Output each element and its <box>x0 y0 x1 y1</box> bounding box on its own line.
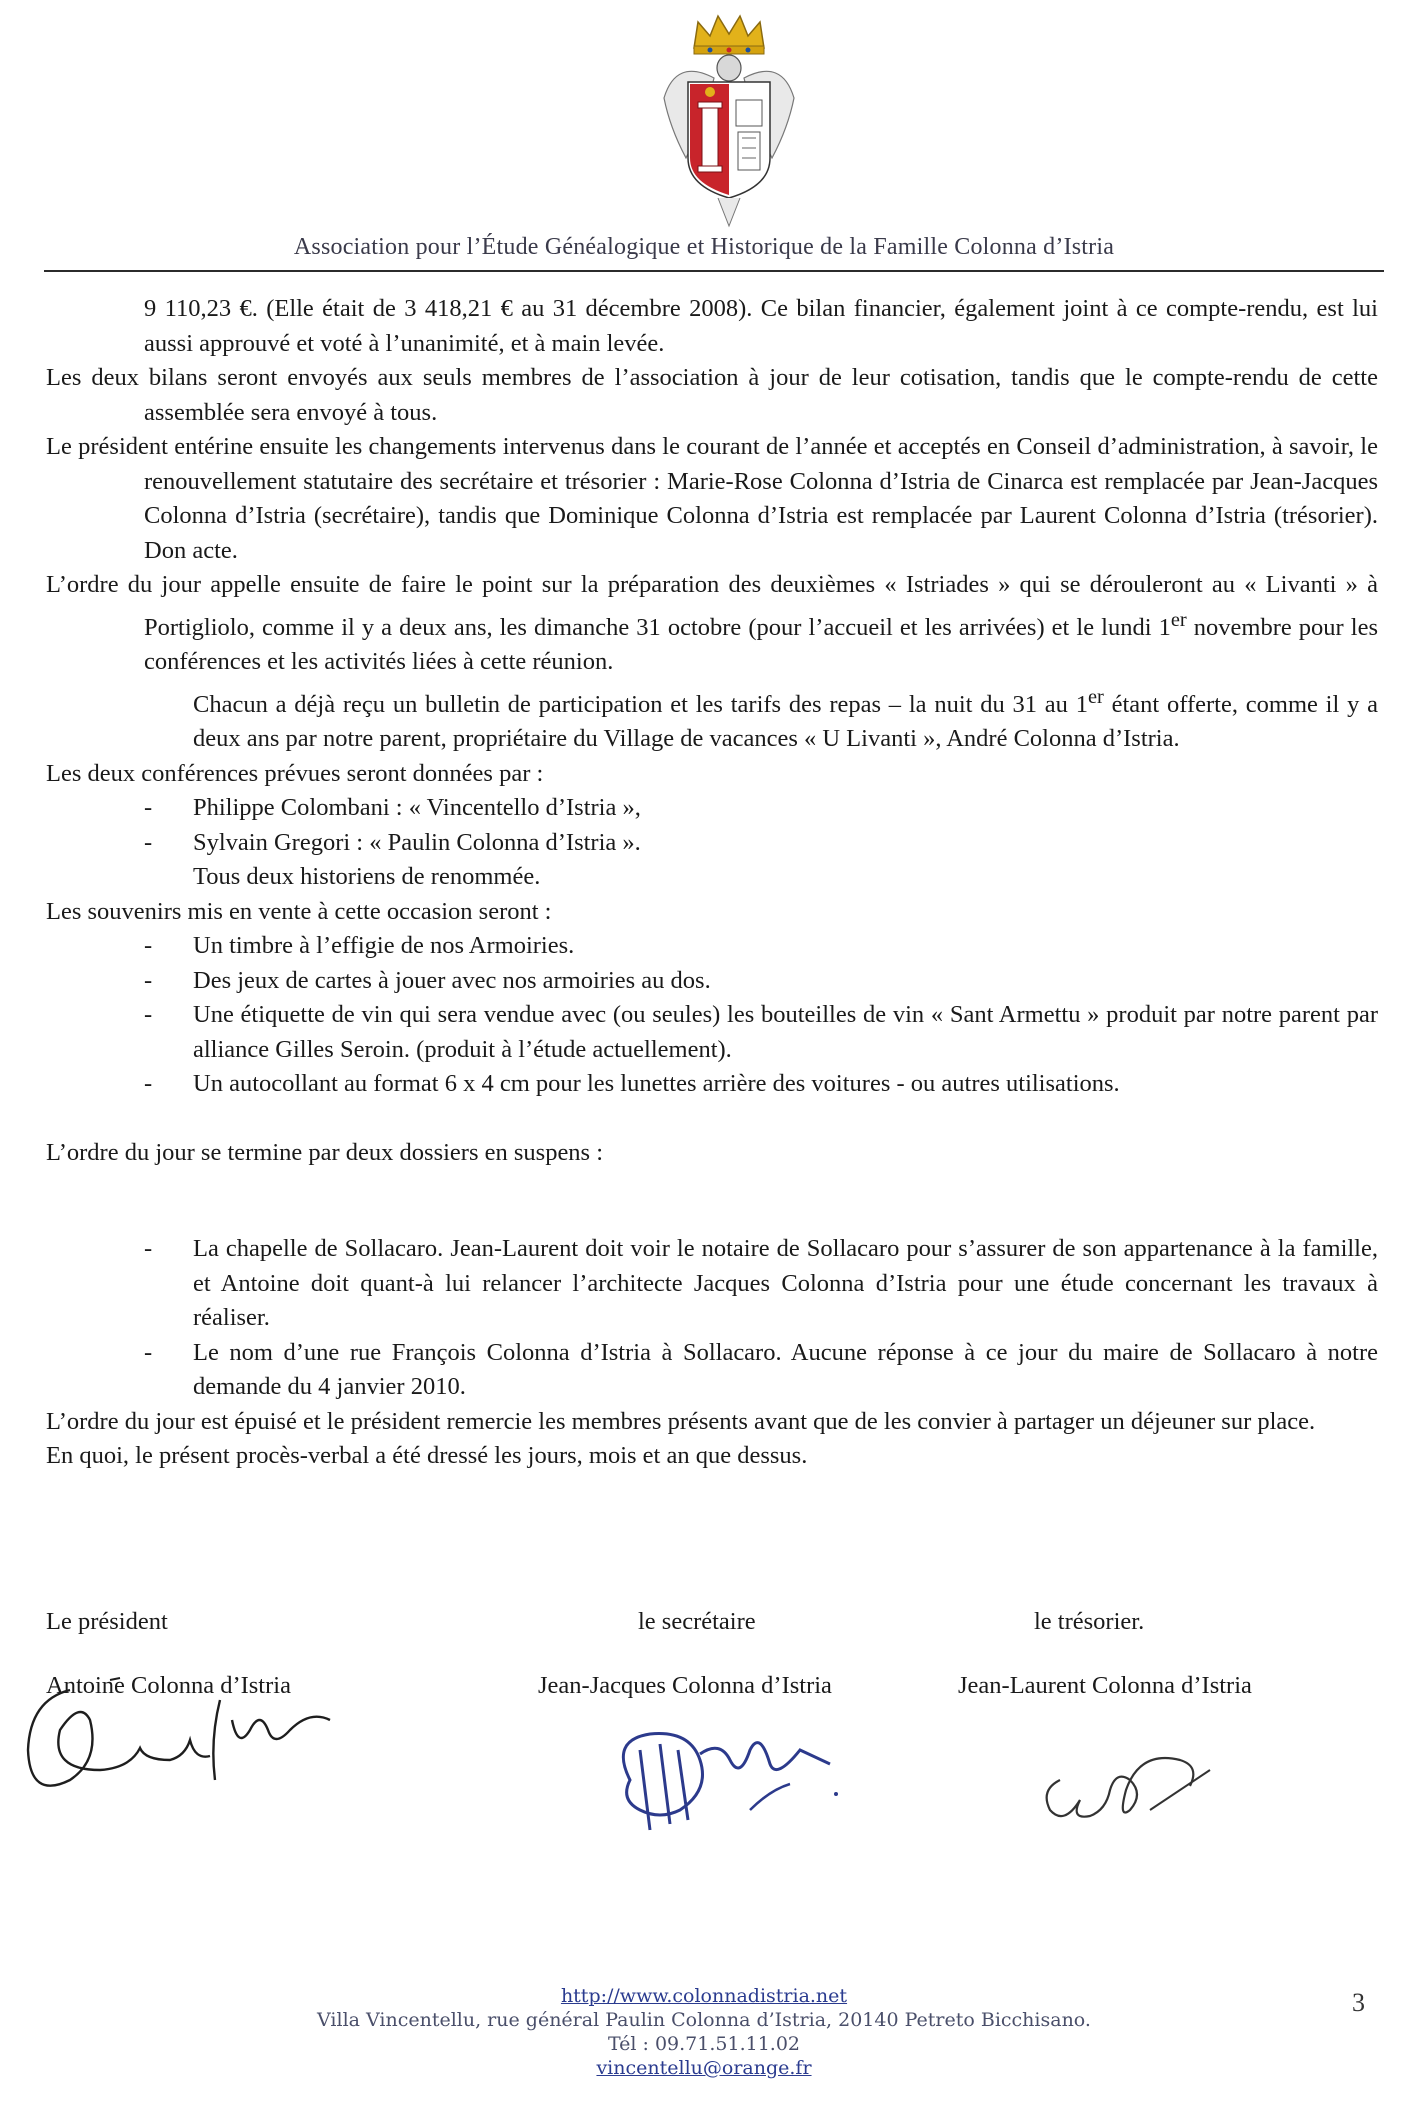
paragraph-financial-balance: 9 110,23 €. (Elle était de 3 418,21 € au 31 décembre 2008). Ce bilan financier, également joint à ce compte-rendu, est lui aussi approuvé et voté à l’unanimité, et à main levée. <box>144 295 1378 357</box>
paragraph-participation <box>46 680 1378 757</box>
participation-text-a: Chacun a déjà reçu un bulletin de participation et les tarifs des repas – la nuit du 31 au 1 <box>193 690 1088 718</box>
paragraph-pending-intro: L’ordre du jour se termine par deux dossiers en suspens : <box>46 1138 604 1166</box>
footer <box>0 1984 1408 2080</box>
list-item: - Philippe Colombani : « Vincentello d’Istria », <box>144 794 641 822</box>
list-item: - Un timbre à l’effigie de nos Armoiries. <box>144 932 575 960</box>
footer-phone: Tél : 09.71.51.11.02 <box>607 2033 801 2055</box>
paragraph-minutes-drawn: En quoi, le présent procès-verbal a été dressé les jours, mois et an que dessus. <box>46 1442 808 1470</box>
coat-of-arms-logo <box>656 8 802 230</box>
treasurer-name: Jean-Laurent Colonna d’Istria <box>958 1672 1252 1699</box>
president-signature <box>10 1660 350 1815</box>
secretary-name: Jean-Jacques Colonna d’Istria <box>538 1672 832 1699</box>
secretary-role: le secrétaire <box>638 1608 756 1635</box>
paragraph-closing: L’ordre du jour est épuisé et le président remercie les membres présents avant que de les convier à partager un déjeuner sur place. <box>46 1407 1316 1435</box>
treasurer-role: le trésorier. <box>1034 1608 1145 1635</box>
conference-list <box>46 791 1378 860</box>
president-role: Le président <box>46 1608 168 1635</box>
paragraph-balances-sent: Les deux bilans seront envoyés aux seuls membres de l’association à jour de leur cotisation, tandis que le compte-rendu de cette assemblée sera envoyé à tous. <box>46 364 1378 426</box>
list-item: - Sylvain Gregori : « Paulin Colonna d’Istria ». <box>144 828 641 856</box>
footer-address: Villa Vincentellu, rue général Paulin Colonna d’Istria, 20140 Petreto Bicchisano. <box>317 2009 1091 2031</box>
paragraph-president-changes: Le président entérine ensuite les changements intervenus dans le courant de l’année et acceptés en Conseil d’administration, à savoir, le renouvellement statutaire des secrétaire et trésorier : Marie-Rose Colonna d’Istria de Cinarca est remplacée par Jean-Jacques Colonna d’Istria (secrétaire), tandis que Dominique Colonna d’Istria est remplacée par Laurent Colonna d’Istria (trésorier). Don acte. <box>46 433 1378 564</box>
paragraph-souvenirs-intro: Les souvenirs mis en vente à cette occasion seront : <box>46 897 552 925</box>
souvenir-list <box>46 929 1378 1102</box>
treasurer-signature <box>1030 1730 1230 1845</box>
president-name: Antoine Colonna d’Istria <box>46 1672 291 1699</box>
paragraph-istriades <box>46 568 1378 680</box>
list-item: - Des jeux de cartes à jouer avec nos armoiries au dos. <box>144 966 711 994</box>
header-divider <box>44 270 1384 272</box>
website-link[interactable]: http://www.colonnadistria.net <box>560 1985 848 2007</box>
paragraph-conferences-intro: Les deux conférences prévues seront données par : <box>46 759 544 787</box>
istriades-text-b: novembre pour les conférences et les activités liées à cette réunion. <box>144 613 1378 676</box>
list-item: - La chapelle de Sollacaro. Jean-Laurent doit voir le notaire de Sollacaro pour s’assurer de son appartenance à la famille, et Antoine doit quant-à lui relancer l’architecte Jacques Colonna d’Istria pour une étude concernant les travaux à réaliser. <box>144 1235 1378 1332</box>
ordinal-suffix: er <box>1170 608 1187 631</box>
pending-list <box>46 1232 1378 1405</box>
secretary-signature <box>600 1720 860 1855</box>
list-item: - Un autocollant au format 6 x 4 cm pour les lunettes arrière des voitures - ou autres utilisations. <box>144 1070 1120 1098</box>
ordinal-suffix: er <box>1087 685 1104 708</box>
header-title: Association pour l’Étude Généalogique et Historique de la Famille Colonna d’Istria <box>293 234 1115 260</box>
list-item: - Une étiquette de vin qui sera vendue avec (ou seules) les bouteilles de vin « Sant Armettu » produit par notre parent par alliance Gilles Seroin. (produit à l’étude actuellement). <box>144 1001 1378 1063</box>
document-body <box>46 292 1378 1474</box>
list-item: - Le nom d’une rue François Colonna d’Istria à Sollacaro. Aucune réponse à ce jour du maire de Sollacaro à notre demande du 4 janvier 2010. <box>144 1338 1378 1401</box>
istriades-text-a: L’ordre du jour appelle ensuite de faire le point sur la préparation des deuxièmes « Istriades » qui se dérouleront au « Livanti » à Portigliolo, comme il y a deux ans, les dimanche 31 octobre (pour l’accueil et les arrivées) et le lundi 1 <box>46 571 1378 641</box>
participation-text-b: étant offerte, comme il y a deux ans par notre parent, propriétaire du Village de vacances « U Livanti », André Colonna d’Istria. <box>193 690 1378 753</box>
paragraph-historians-note: Tous deux historiens de renommée. <box>193 863 541 891</box>
email-link[interactable]: vincentellu@orange.fr <box>596 2057 812 2079</box>
page-number: 3 <box>1352 1988 1365 2017</box>
